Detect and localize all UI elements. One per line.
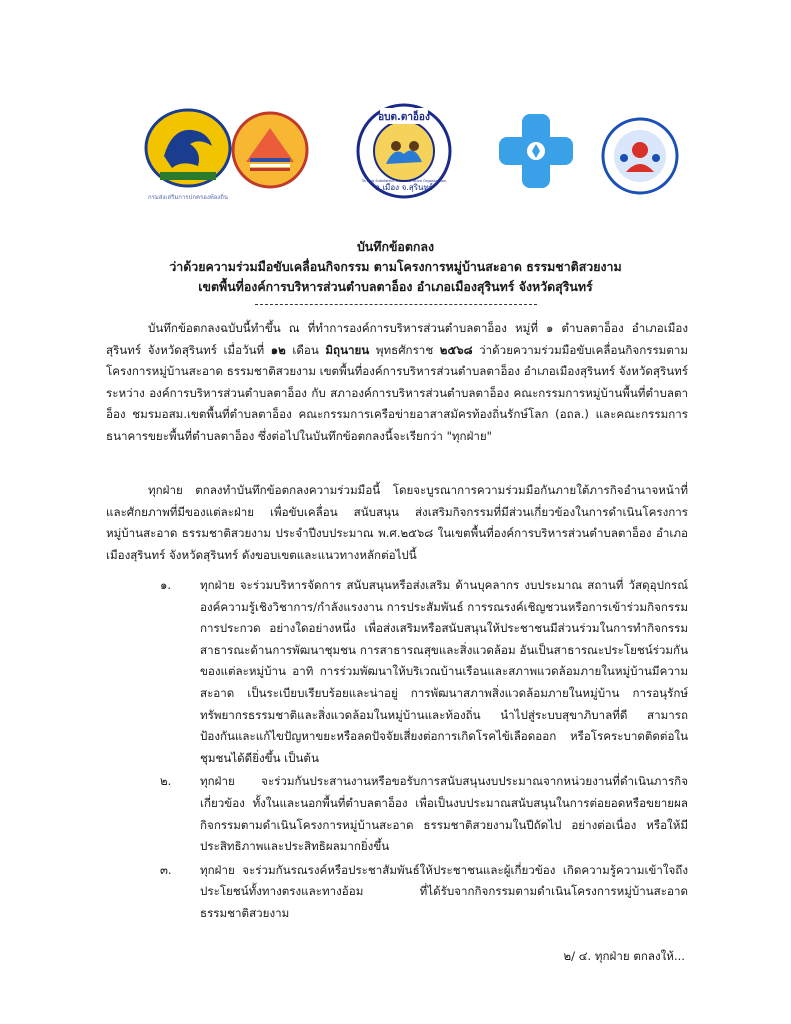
paragraph-1-text-c: พุทธศักราช: [369, 342, 440, 357]
agreement-day: ๑๒: [270, 342, 286, 357]
list-item: [160, 575, 688, 769]
list-item-number: ๒.: [160, 774, 172, 789]
list-item-text: ทุกฝ่าย จะร่วมกันประสานงานหรือขอรับการสนับสนุนงบประมาณจากหน่วยงานที่ดำเนินภารกิจเกี่ยวข้อง ทั้งในและนอกพื้นที่ตำบลตาอ็อง เพื่อเป็นงบประมาณสนับสนุนในการต่อยอดหรือขยายผลกิจกรรมตามดำเนินโครงการหมู่บ้านสะอาด ธรรมชาติสวยงามในปีถัดไป อย่างต่อเนื่อง หรือให้มีประสิทธิภาพและประสิทธิผลมากยิ่งขึ้น: [200, 774, 688, 854]
department-local-admin-logo: [142, 108, 234, 201]
tambon-logo-ring-text: Ta Ong Subdistrict Administrative Organization: [361, 179, 447, 183]
tambon-logo-top-text: อบต.ตาอ็อง: [378, 112, 430, 123]
terms-list: [160, 575, 688, 927]
title-line-3: เขตพื้นที่องค์การบริหารส่วนตำบลตาอ็อง อำเภอเมืองสุรินทร์ จังหวัดสุรินทร์: [198, 279, 593, 294]
tambon-a-ong-sao-logo: [356, 102, 452, 200]
logo-row: [0, 108, 791, 218]
tambon-logo-bottom-text: อ.เมือง จ.สุรินทร์: [374, 183, 434, 192]
list-item-text: ทุกฝ่าย จะร่วมกันรณรงค์หรือประชาสัมพันธ์ให้ประชาชนและผู้เกี่ยวข้อง เกิดความรู้ความเข้าใจถึงประโยชน์ทั้งทางตรงและทางอ้อม ที่ได้รับจากกิจกรรมตามดำเนินโครงการหมู่บ้านสะอาด ธรรมชาติสวยงาม: [200, 862, 688, 920]
list-item-text: ทุกฝ่าย จะร่วมบริหารจัดการ สนับสนุนหรือส่งเสริม ด้านบุคลากร งบประมาณ สถานที่ วัสดุอุปกรณ์ องค์ความรู้เชิงวิชาการ/กำลังแรงงาน การประสัมพันธ์ การรณรงค์เชิญชวนหรือการเข้าร่วมกิจกรรมการประกวด อย่างใดอย่างหนึ่ง เพื่อส่งเสริมหรือสนับสนุนให้ประชาชนมีส่วนร่วมในการทำกิจกรรมสาธารณะด้านการพัฒนาชุมชน การสาธารณสุขและสิ่งแวดล้อม อันเป็นสาธารณะประโยชน์ร่วมกันของแต่ละหมู่บ้าน อาทิ การร่วมพัฒนาให้บริเวณบ้านเรือนและสภาพแวดล้อมภายในหมู่บ้านมีความสะอาด เป็นระเบียบเรียบร้อยและน่าอยู่ การพัฒนาสภาพสิ่งแวดล้อมภายในหมู่บ้าน การอนุรักษ์ทรัพยากรธรรมชาติและสิ่งแวดล้อมในหมู่บ้านและท้องถิ่น นำไปสู่ระบบสุขาภิบาลที่ดี สามารถป้องกันและแก้ไขปัญหาขยะหรือลดปัจจัยเสี่ยงต่อการเกิดโรคไข้เลือดออก หรือโรคระบาดติดต่อในชุมชนได้ดียิ่งขึ้น เป็นต้น: [200, 578, 688, 765]
department-logo-caption: กรมส่งเสริมการปกครองท้องถิ่น: [148, 194, 228, 201]
list-item: [160, 771, 688, 857]
list-item-number: ๓.: [160, 862, 172, 877]
list-item: [160, 860, 688, 925]
paragraph-1: [106, 318, 688, 448]
paragraph-1-text-d: ว่าด้วยความร่วมมือขับเคลื่อนกิจกรรมตามโครงการหมู่บ้านสะอาด ธรรมชาติสวยงาม เขตพื้นที่องค์การบริหารส่วนตำบลตาอ็อง อำเภอเมืองสุรินทร์ จังหวัดสุรินทร์ ระหว่าง องค์การบริหารส่วนตำบลตาอ็อง กับ สภาองค์การบริหารส่วนตำบลตาอ็อง คณะกรรมการหมู่บ้านพื้นที่ตำบลตาอ็อง ชมรมอสม.เขตพื้นที่ตำบลตาอ็อง คณะกรรมการเครือข่ายอาสาสมัครท้องถิ่นรักษ์โลก (อถล.) และคณะกรรมการธนาคารขยะพื้นที่ตำบลตาอ็อง ซึ่งต่อไปในบันทึกข้อตกลงนี้จะเรียกว่า "ทุกฝ่าย": [106, 342, 689, 443]
page-continuation: ๒/ ๔. ทุกฝ่าย ตกลงให้...: [563, 949, 685, 963]
title-line-2: ว่าด้วยความร่วมมือขับเคลื่อนกิจกรรม ตามโครงการหมู่บ้านสะอาด ธรรมชาติสวยงาม: [169, 259, 622, 274]
paragraph-1-text-b: เดือน: [285, 342, 326, 357]
health-cross-logo: [494, 112, 578, 190]
agreement-year: ๒๕๖๘: [439, 342, 473, 357]
agreement-month: มิถุนายน: [325, 342, 370, 357]
document-title: [0, 237, 791, 297]
paragraph-1-text-a: บันทึกข้อตกลงฉบับนี้ทำขึ้น ณ ที่ทำการองค์การบริหารส่วนตำบลตาอ็อง หมู่ที่ ๑ ตำบลตาอ็อง อำเภอเมืองสุรินทร์ จังหวัดสุรินทร์ เมื่อวันที่: [106, 321, 688, 357]
paragraph-2: ทุกฝ่าย ตกลงทำบันทึกข้อตกลงความร่วมมือนี้ โดยจะบูรณาการความร่วมมือกันภายใต้ภารกิจอำนาจหน้าที่และศักยภาพที่มีของแต่ละฝ่าย เพื่อขับเคลื่อน สนับสนุน ส่งเสริมกิจกรรมที่มีส่วนเกี่ยวข้องในการดำเนินโครงการหมู่บ้านสะอาด ธรรมชาติสวยงาม ประจำปีงบประมาณ พ.ศ.๒๕๖๘ ในเขตพื้นที่องค์การบริหารส่วนตำบลตาอ็อง อำเภอเมืองสุรินทร์ จังหวัดสุรินทร์ ดังขอบเขตและแนวทางหลักต่อไปนี้: [106, 483, 688, 562]
volunteer-network-logo: [600, 116, 680, 196]
title-divider: [255, 304, 537, 305]
title-line-1: บันทึกข้อตกลง: [356, 239, 435, 254]
list-item-number: ๑.: [160, 578, 172, 592]
ministry-logo: [230, 110, 310, 190]
